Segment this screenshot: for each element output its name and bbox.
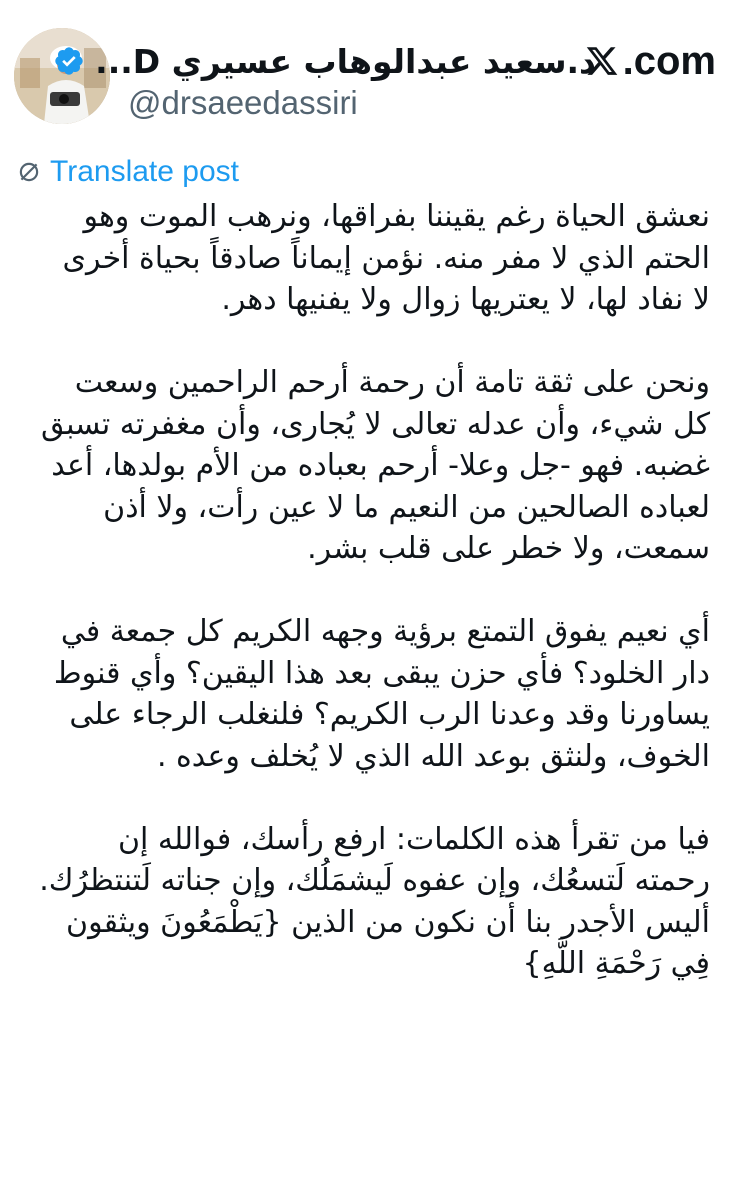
verified-badge-icon	[53, 45, 85, 77]
post-paragraph: أي نعيم يفوق التمتع برؤية وجهه الكريم كل جمعة في دار الخلود؟ فأي حزن يبقى بعد هذا اليقين؟ وأي قنوط يساورنا وقد وعدنا الرب الكريم؟ فلنغلب الرجاء على الخوف، ولنثق بوعد الله الذي لا يُخلف وعده .	[53, 614, 710, 774]
display-name-row[interactable]	[95, 34, 596, 88]
brand-domain: .com	[622, 39, 716, 83]
x-brand	[585, 36, 716, 86]
post-paragraph: نعشق الحياة رغم يقيننا بفراقها، ونرهب الموت وهو الحتم الذي لا مفر منه. نؤمن إيماناً صادقاً بحياة أخرى لا نفاد لها، لا يعتريها زوال ولا يفنيها دهر.	[62, 199, 710, 317]
translate-post-label: Translate post	[50, 155, 239, 188]
post-paragraph: ونحن على ثقة تامة أن رحمة أرحم الراحمين وسعت كل شيء، وأن عدله تعالى لا يُجارى، وأن مغفرته تسبق غضبه. فهو -جل وعلا- أرحم بعباده من الأم بولدها، أعد لعباده الصالحين من النعيم ما لا عين رأت، ولا أذن سمعت، ولا خطر على قلب بشر.	[41, 365, 710, 566]
user-handle[interactable]: @drsaeedassiri	[128, 84, 358, 121]
display-name: د.سعيد عبدالوهاب عسيري D...	[95, 41, 596, 81]
post-paragraph: فيا من تقرأ هذه الكلمات: ارفع رأسك، فوالله إن رحمته لَتسعُك، وإن عفوه لَيشمَلُك، وإن جناته لَتنتظرُك. أليس الأجدر بنا أن نكون من الذين {يَطْمَعُونَ ويثقون فِي رَحْمَةِ اللَّهِ}	[39, 821, 710, 981]
x-logo-icon	[585, 44, 619, 78]
translate-post-link[interactable]	[16, 152, 239, 192]
post-body	[36, 196, 710, 985]
translate-globe-icon	[16, 159, 42, 185]
post-header	[0, 0, 746, 140]
